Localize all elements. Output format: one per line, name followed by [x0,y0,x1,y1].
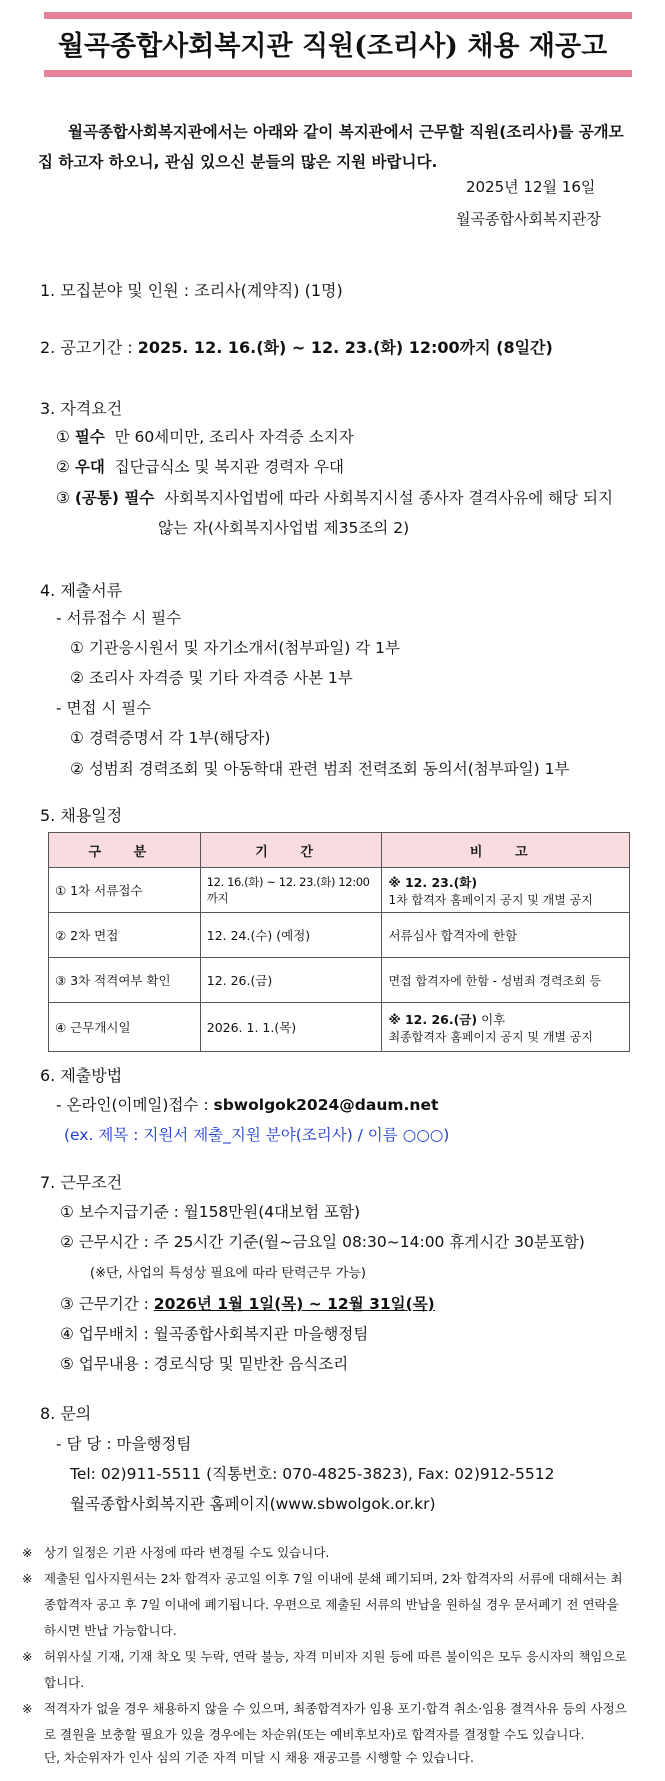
schedule-period: 2026. 1. 1.(목) [200,1003,382,1052]
document-item: ② 성범죄 경력조회 및 아동학대 관련 범죄 전력조회 동의서(첨부파일) 1부 [70,760,570,778]
section-1-recruitment: 1. 모집분야 및 인원 : 조리사(계약직) (1명) [40,281,343,300]
schedule-note [382,1003,630,1052]
column-header: 기 간 [200,833,382,868]
note-date: ※ 12. 23.(화) [388,874,478,890]
qualification-3-continued: 않는 자(사회복지사업법 제35조의 2) [158,519,410,537]
footnote [22,1696,632,1748]
footnote-continued: 단, 차순위자가 인사 심의 기준 자격 미달 시 채용 재공고를 시행할 수 있습니다. [44,1750,474,1765]
qualification-text: 만 60세미만, 조리사 자격증 소지자 [114,428,354,446]
section-2-period [40,335,553,358]
item-number: ③ [56,489,70,507]
footnote-text: 제출된 입사지원서는 2차 합격자 공고일 이후 7일 이내에 분쇄 폐기되며, 2차 합격자의 서류에 대해서는 최종합격자 공고 후 7일 이내에 폐기됩니다. 우편으로 제출된 서류의 반납을 원하실 경우 문서폐기 전 연락을 하시면 반납 가능합니다. [44,1571,623,1638]
title-bottom-bar [44,70,632,77]
column-header: 구 분 [49,833,201,868]
contact-person: - 담 당 : 마을행정팀 [56,1435,192,1453]
qualification-tag: (공통) 필수 [74,489,155,507]
online-label: - 온라인(이메일)접수 : [56,1096,214,1114]
work-duties: ⑤ 업무내용 : 경로식당 및 밑반찬 음식조리 [60,1355,349,1373]
schedule-table [48,832,630,1052]
documents-group-interview: - 면접 시 필수 [56,699,152,717]
footnote-text: 허위사실 기재, 기재 착오 및 누락, 연락 불능, 자격 미비자 지원 등에 따른 불이익은 모두 응시자의 책임으로 합니다. [44,1649,627,1690]
document-item: ① 경력증명서 각 1부(해당자) [70,729,271,747]
qualification-tag: 우대 [74,458,105,476]
table-row [49,913,630,958]
qualification-text: 사회복지사업법에 따라 사회복지시설 종사자 결격사유에 해당 되지 [164,489,613,507]
document-item: ② 조리사 자격증 및 기타 자격증 사본 1부 [70,669,353,687]
schedule-period: 12. 26.(금) [200,958,382,1003]
note-text: 최종합격자 홈페이지 공지 및 개별 공지 [388,1029,593,1044]
footnote [22,1644,632,1696]
section-4-heading: 4. 제출서류 [40,581,123,600]
schedule-period: 12. 16.(화) ~ 12. 23.(화) 12:00까지 [200,868,382,913]
email-link[interactable]: sbwolgok2024@daum.net [213,1096,439,1114]
schedule-step: ④ 근무개시일 [49,1003,201,1052]
working-hours: ② 근무시간 : 주 25시간 기준(월~금요일 08:30~14:00 휴게시간 30분포함) [60,1233,585,1251]
qualification-text: 집단급식소 및 복지관 경력자 우대 [114,458,344,476]
note-suffix: 이후 [477,1011,506,1027]
intro-paragraph: 월곡종합사회복지관에서는 아래와 같이 복지관에서 근무할 직원(조리사)를 공개모집 하고자 하오니, 관심 있으신 분들의 많은 지원 바랍니다. [38,123,624,171]
table-row [49,868,630,913]
email-subject-example: (ex. 제목 : 지원서 제출_지원 분야(조리사) / 이름 ○○○) [64,1126,450,1144]
note-mark: ※ [22,1571,33,1586]
note-mark: ※ [22,1545,33,1560]
qualification-1 [56,425,354,447]
period-label: 2. 공고기간 : [40,338,138,357]
column-header: 비 고 [382,833,630,868]
issuer-name: 월곡종합사회복지관장 [456,210,601,228]
working-period-label: ③ 근무기간 : [60,1295,154,1313]
qualification-3 [56,486,613,508]
table-row [49,1003,630,1052]
page-title: 월곡종합사회복지관 직원(조리사) 채용 재공고 [57,31,608,62]
table-row [49,958,630,1003]
footnote [22,1566,632,1644]
item-number: ② [56,458,70,476]
section-3-heading: 3. 자격요건 [40,399,123,418]
note-mark: ※ [22,1701,33,1716]
online-submission [56,1093,438,1115]
table-header-row [49,833,630,868]
working-period [60,1292,435,1314]
qualification-2 [56,455,344,477]
schedule-period: 12. 24.(수) (예정) [200,913,382,958]
homepage-link[interactable]: 월곡종합사회복지관 홈페이지(www.sbwolgok.or.kr) [70,1495,436,1513]
schedule-note [382,868,630,913]
salary-condition: ① 보수지급기준 : 월158만원(4대보험 포함) [60,1203,360,1221]
footnote-text: 적격자가 없을 경우 채용하지 않을 수 있으며, 최종합격자가 임용 포기·합격 취소·임용 결격사유 등의 사정으로 결원을 보충할 필요가 있을 경우에는 차순위(또는 예비후보자)로 합격자를 결정할 수도 있습니다. [44,1701,627,1742]
period-value: 2025. 12. 16.(화) ~ 12. 23.(화) 12:00까지 (8일간) [137,338,553,357]
note-date: ※ 12. 26.(금) [388,1011,478,1027]
section-7-heading: 7. 근무조건 [40,1173,123,1192]
work-assignment: ④ 업무배치 : 월곡종합사회복지관 마을행정팀 [60,1325,369,1343]
section-8-heading: 8. 문의 [40,1404,92,1423]
note-mark: ※ [22,1649,33,1664]
schedule-step: ① 1차 서류접수 [49,868,201,913]
working-hours-note: (※단, 사업의 특성상 필요에 따라 탄력근무 가능) [90,1266,367,1281]
documents-group-application: - 서류접수 시 필수 [56,609,182,627]
footnote-text: 상기 일정은 기관 사정에 따라 변경될 수도 있습니다. [44,1545,330,1560]
title-top-bar [44,12,632,19]
note-text: 1차 합격자 홈페이지 공지 및 개별 공지 [388,892,593,907]
qualification-tag: 필수 [74,428,105,446]
schedule-note: 면접 합격자에 한함 - 성범죄 경력조회 등 [382,958,630,1003]
schedule-step: ② 2차 면접 [49,913,201,958]
schedule-step: ③ 3차 적격여부 확인 [49,958,201,1003]
section-5-heading: 5. 채용일정 [40,806,123,825]
working-period-value: 2026년 1월 1일(목) ~ 12월 31일(목) [153,1295,435,1313]
schedule-note: 서류심사 합격자에 한함 [382,913,630,958]
announcement-date: 2025년 12월 16일 [466,178,596,196]
contact-phone-fax: Tel: 02)911-5511 (직통번호: 070-4825-3823), Fax: 02)912-5512 [70,1465,555,1483]
footnote [22,1540,632,1566]
item-number: ① [56,428,70,446]
section-6-heading: 6. 제출방법 [40,1066,123,1085]
document-item: ① 기관응시원서 및 자기소개서(첨부파일) 각 1부 [70,639,401,657]
